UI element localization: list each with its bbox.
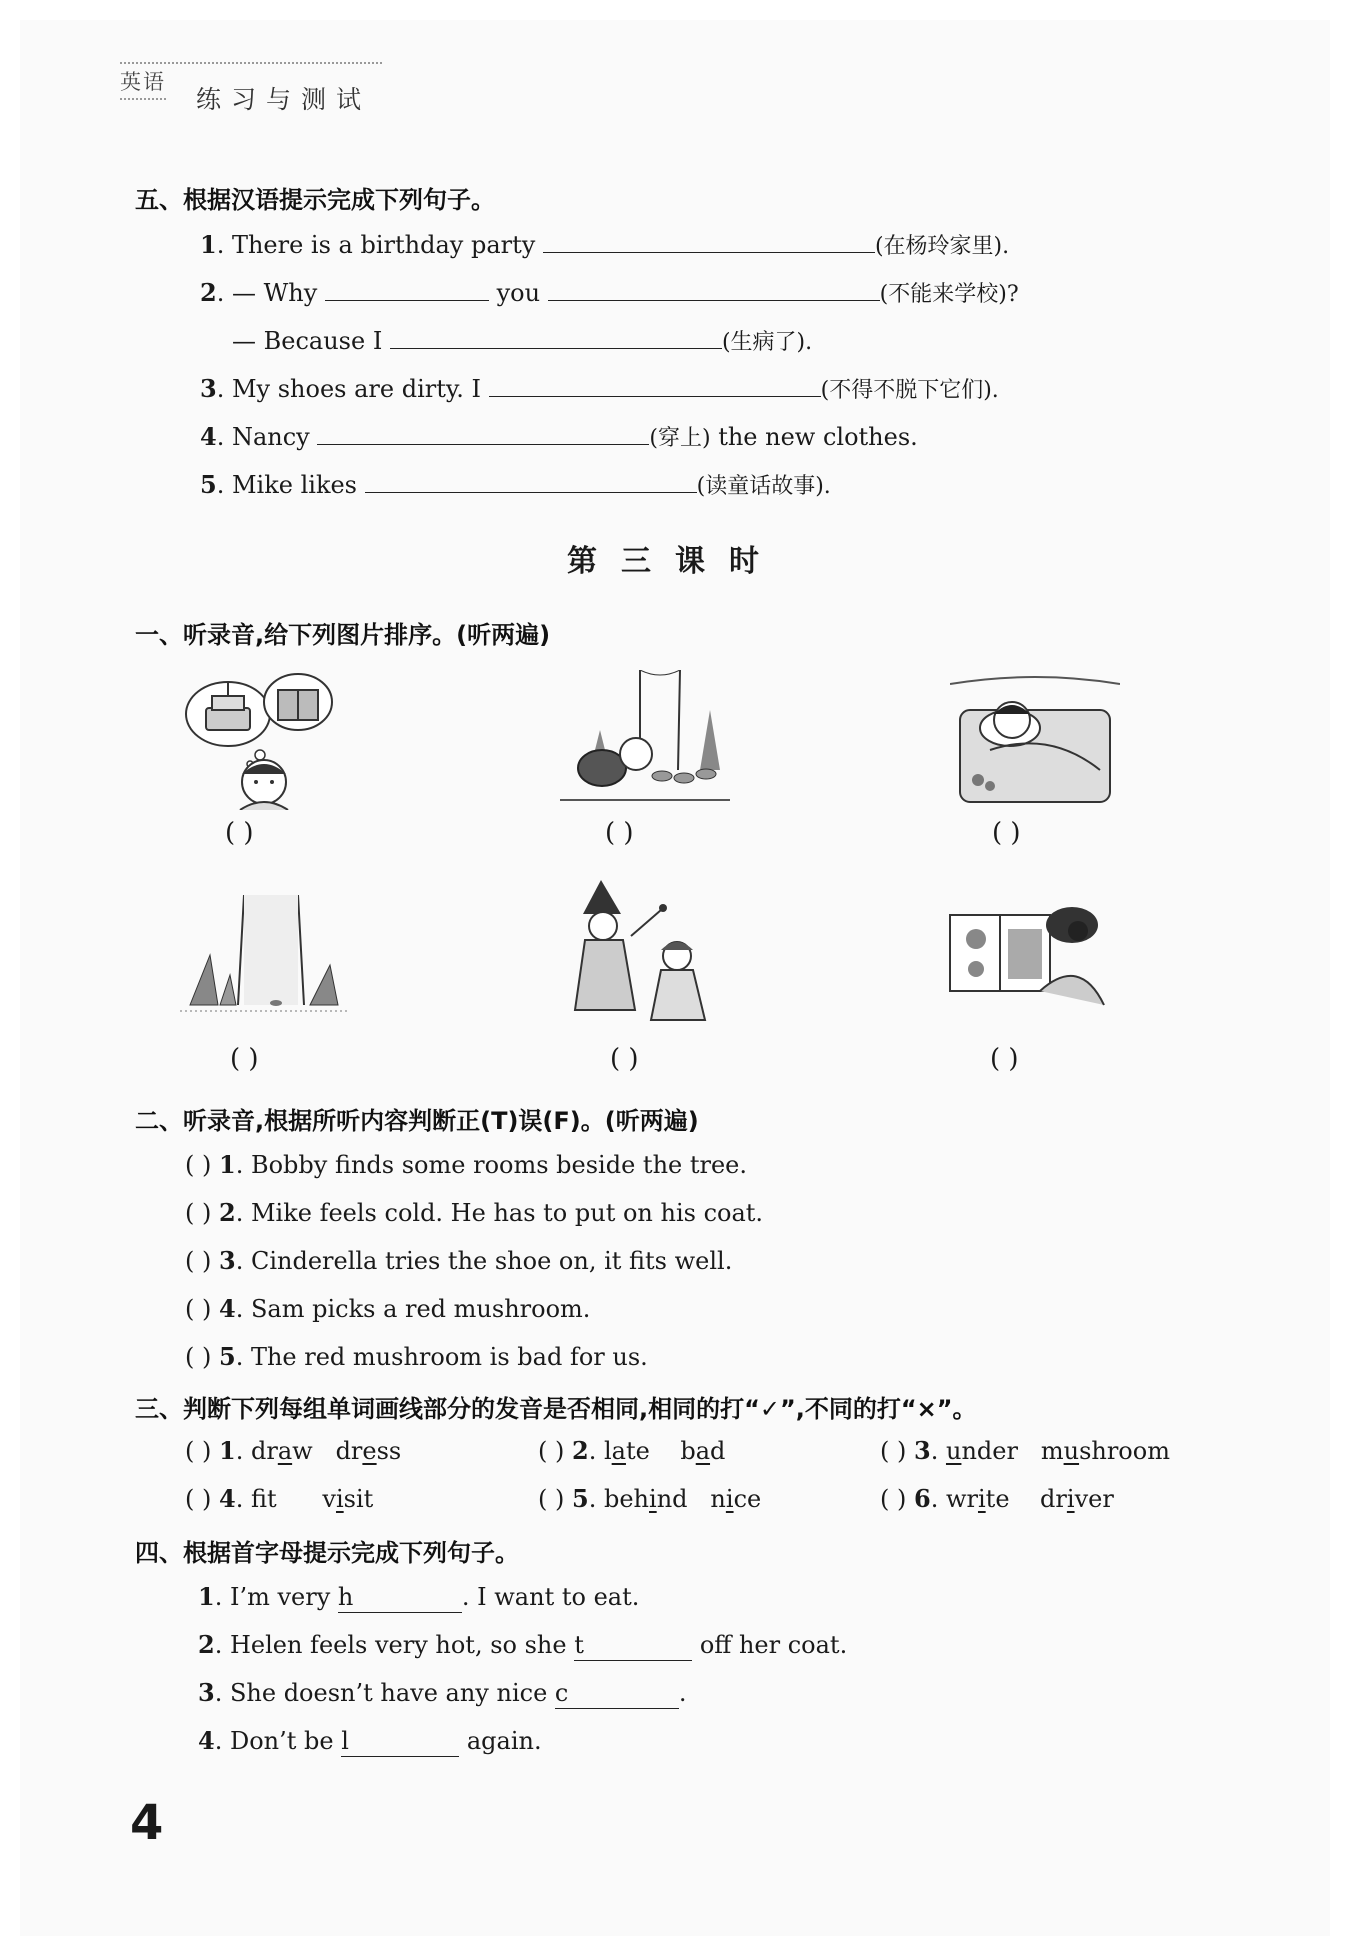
word2: visit	[322, 1485, 374, 1513]
tf-paren[interactable]: ( )	[185, 1437, 212, 1465]
order-paren-4[interactable]: ( )	[230, 1044, 259, 1074]
tf-paren[interactable]: ( )	[538, 1437, 565, 1465]
q-text: — Because I	[232, 327, 383, 355]
answer-blank[interactable]	[548, 278, 880, 301]
cn-hint: (读童话故事).	[696, 474, 831, 499]
word2: nice	[710, 1485, 762, 1513]
q-num: 1	[198, 1582, 215, 1611]
letter-blank[interactable]: c	[555, 1678, 679, 1709]
s5-q2	[200, 278, 1019, 310]
picture-child-in-bed	[950, 670, 1120, 810]
picture-tree-grass	[180, 895, 350, 1025]
q-text: . Mike feels cold. He has to put on his coat.	[235, 1199, 764, 1227]
q-text: . Nancy	[216, 423, 310, 451]
word2: dress	[335, 1437, 402, 1465]
s5-q4	[200, 422, 918, 454]
q-num: 4	[219, 1294, 236, 1323]
letter-blank[interactable]: l	[341, 1726, 459, 1757]
order-paren-6[interactable]: ( )	[990, 1044, 1019, 1074]
q-num: 5	[572, 1484, 589, 1513]
subject-label: 英语	[120, 66, 166, 100]
answer-blank[interactable]	[489, 374, 821, 397]
section4-heading: 四、根据首字母提示完成下列句子。	[135, 1539, 519, 1567]
book-title: 练习与测试	[196, 85, 372, 114]
q-text-post: again.	[459, 1727, 542, 1755]
s2-item	[185, 1342, 648, 1372]
section5-heading: 五、根据汉语提示完成下列句子。	[135, 186, 495, 214]
word1: draw	[250, 1437, 313, 1465]
word1: late	[603, 1437, 650, 1465]
s5-q5	[200, 470, 831, 502]
s5-q1	[200, 230, 1009, 262]
answer-blank[interactable]	[543, 230, 875, 253]
q-text-post: off her coat.	[692, 1631, 848, 1659]
order-paren-5[interactable]: ( )	[610, 1044, 639, 1074]
section1-heading: 一、听录音,给下列图片排序。(听两遍)	[135, 621, 551, 649]
s3-item-5: ( ) 5. behind nice	[538, 1484, 762, 1513]
answer-blank[interactable]	[365, 470, 697, 493]
cn-hint: (不得不脱下它们).	[820, 378, 999, 403]
cn-hint: (在杨玲家里).	[874, 234, 1010, 259]
q-num: 2	[198, 1630, 215, 1659]
q-text: . Bobby finds some rooms beside the tree.	[235, 1151, 748, 1179]
order-paren-2[interactable]: ( )	[605, 818, 634, 848]
q-text: . Sam picks a red mushroom.	[235, 1295, 591, 1323]
q-text: . Cinderella tries the shoe on, it fits well.	[235, 1247, 733, 1275]
q-num: 4	[219, 1484, 236, 1513]
q-text: . My shoes are dirty. I	[216, 375, 481, 403]
page-number: 4	[130, 1795, 164, 1851]
q-text-post: . I want to eat.	[461, 1583, 640, 1611]
s5-q2b	[232, 326, 812, 358]
word1: write	[945, 1485, 1010, 1513]
q-num: 6	[914, 1484, 931, 1513]
picture-boy-cake-gift	[180, 670, 350, 810]
tf-paren[interactable]: ( )	[185, 1295, 212, 1323]
word2: bad	[680, 1437, 726, 1465]
q-num: 2	[572, 1436, 589, 1465]
tf-paren[interactable]: ( )	[185, 1199, 212, 1227]
q-text: . Helen feels very hot, so she	[214, 1631, 575, 1659]
picture-tree-mushrooms	[560, 670, 730, 810]
word1: ft	[250, 1485, 277, 1513]
word1: under	[945, 1437, 1018, 1465]
tf-paren[interactable]: ( )	[185, 1247, 212, 1275]
q-num: 5	[200, 470, 217, 499]
q-text-post: the new clothes.	[718, 423, 918, 451]
answer-blank[interactable]	[325, 278, 489, 301]
word2: driver	[1040, 1485, 1114, 1513]
s3-item-6: ( ) 6. write driver	[880, 1484, 1114, 1513]
s2-item	[185, 1150, 747, 1180]
q-text: . I’m very	[214, 1583, 338, 1611]
word2: mushroom	[1040, 1437, 1170, 1465]
q-num: 1	[219, 1150, 236, 1179]
s3-item-3: ( ) 3. under mushroom	[880, 1436, 1170, 1465]
order-paren-1[interactable]: ( )	[225, 818, 254, 848]
q-num: 3	[914, 1436, 931, 1465]
cn-hint: (不能来学校)?	[879, 282, 1019, 307]
s2-item	[185, 1294, 590, 1324]
q-num: 3	[200, 374, 217, 403]
q-text: . — Why	[216, 279, 318, 307]
q-num: 3	[198, 1678, 215, 1707]
letter-blank[interactable]: t	[574, 1630, 692, 1661]
tf-paren[interactable]: ( )	[880, 1485, 907, 1513]
q-num: 2	[219, 1198, 236, 1227]
tf-paren[interactable]: ( )	[880, 1437, 907, 1465]
q-text: . Don’t be	[214, 1727, 342, 1755]
q-num: 1	[200, 230, 217, 259]
q-text: . The red mushroom is bad for us.	[235, 1343, 648, 1371]
answer-blank[interactable]	[317, 422, 649, 445]
s3-item-1: ( ) 1. draw dress	[185, 1436, 402, 1465]
tf-paren[interactable]: ( )	[185, 1485, 212, 1513]
s2-item	[185, 1246, 732, 1276]
s3-item-4: ( ) 4. ft visit	[185, 1484, 374, 1513]
q-num: 5	[219, 1342, 236, 1371]
q-num: 4	[200, 422, 217, 451]
q-text-mid: you	[496, 279, 541, 307]
s4-item	[198, 1630, 847, 1661]
letter-blank[interactable]: h	[338, 1582, 462, 1613]
s4-item	[198, 1582, 639, 1613]
picture-reading-book	[940, 895, 1110, 1015]
cn-hint: (穿上)	[649, 426, 711, 451]
tf-paren[interactable]: ( )	[185, 1151, 212, 1179]
q-text: . Mike likes	[216, 471, 357, 499]
s3-item-2: ( ) 2. late bad	[538, 1436, 726, 1465]
q-num: 1	[219, 1436, 236, 1465]
s4-item	[198, 1726, 542, 1757]
s5-q3	[200, 374, 999, 406]
q-num: 4	[198, 1726, 215, 1755]
cn-hint: (生病了).	[721, 330, 813, 355]
lesson-title: 第三课时	[567, 544, 783, 579]
section2-heading: 二、听录音,根据所听内容判断正(T)误(F)。(听两遍)	[135, 1107, 699, 1135]
word1: behind	[603, 1485, 688, 1513]
s2-item	[185, 1198, 763, 1228]
section3-heading: 三、判断下列每组单词画线部分的发音是否相同,相同的打“✓”,不同的打“×”。	[135, 1395, 977, 1423]
s4-item	[198, 1678, 687, 1709]
q-text: . There is a birthday party	[216, 231, 536, 259]
q-text-post: .	[678, 1679, 687, 1707]
answer-blank[interactable]	[390, 326, 722, 349]
q-num: 2	[200, 278, 217, 307]
picture-witch-and-girl	[565, 880, 735, 1030]
tf-paren[interactable]: ( )	[185, 1343, 212, 1371]
q-num: 3	[219, 1246, 236, 1275]
tf-paren[interactable]: ( )	[538, 1485, 565, 1513]
q-text: . She doesn’t have any nice	[214, 1679, 555, 1707]
order-paren-3[interactable]: ( )	[992, 818, 1021, 848]
